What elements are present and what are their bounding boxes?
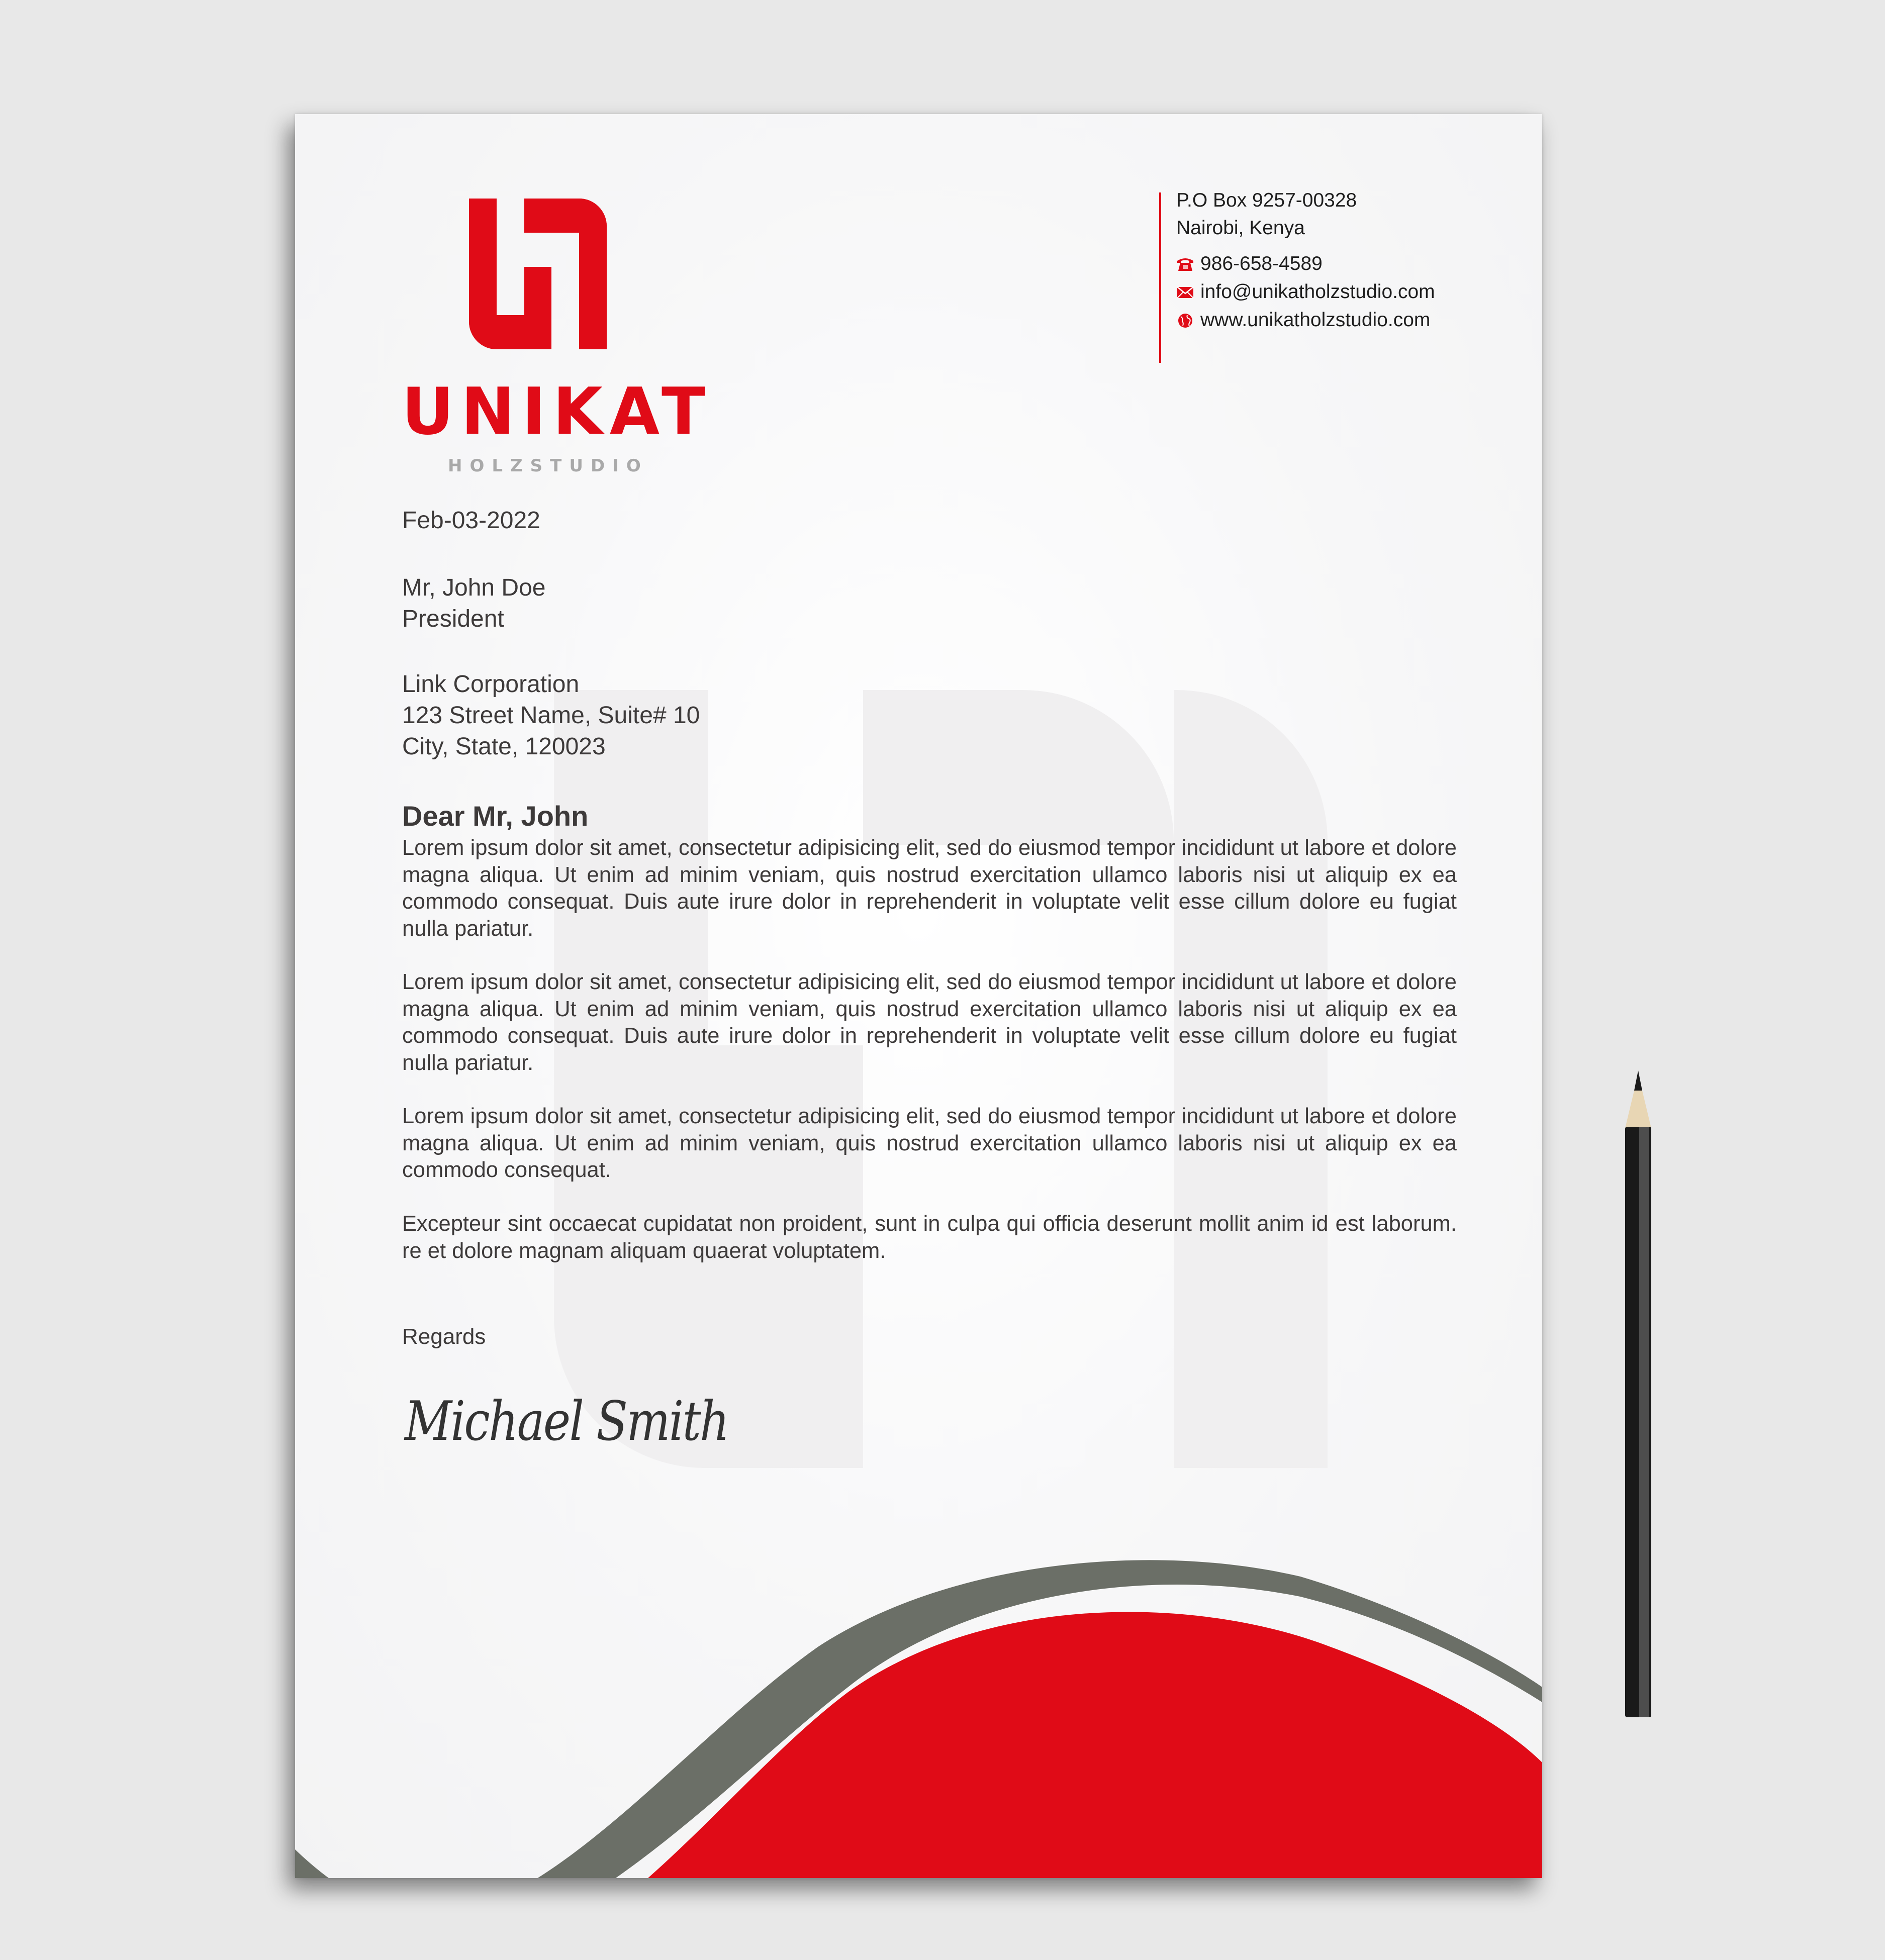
salutation: Dear Mr, John xyxy=(402,800,589,832)
envelope-icon xyxy=(1176,284,1194,300)
body-paragraph: Excepteur sint occaecat cupidatat non proident, sunt in culpa qui officia deserunt mollit anim id est laborum. re et dolore magnam aliquam quaerat voluptatem. xyxy=(402,1212,1457,1263)
contact-city: Nairobi, Kenya xyxy=(1176,217,1305,239)
website-url: www.unikatholzstudio.com xyxy=(1200,309,1431,331)
contact-divider xyxy=(1159,192,1161,363)
signature: Michael Smith xyxy=(405,1390,728,1453)
contact-po-box: P.O Box 9257-00328 xyxy=(1176,189,1357,211)
email-address: info@unikatholzstudio.com xyxy=(1200,281,1435,303)
phone-icon xyxy=(1176,256,1194,272)
globe-icon xyxy=(1176,312,1194,328)
recipient-title: President xyxy=(402,606,504,632)
recipient-address-line2: City, State, 120023 xyxy=(402,733,606,760)
contact-phone[interactable] xyxy=(1176,253,1323,275)
recipient-name: Mr, John Doe xyxy=(402,574,546,601)
letterhead-page xyxy=(295,114,1542,1878)
footer-wave xyxy=(295,1521,1542,1878)
closing: Regards xyxy=(402,1324,486,1349)
body-paragraph: Lorem ipsum dolor sit amet, consectetur adipisicing elit, sed do eiusmod tempor incididunt ut labore et dolore magna aliqua. Ut enim ad minim veniam, quis nostrud exercitation ullamco laboris nisi ut aliquip ex ea commodo consequat. Duis aute irure dolor in reprehenderit in voluptate velit esse cillum dolore eu fugiat nulla pariatur. xyxy=(402,970,1457,1075)
contact-website[interactable] xyxy=(1176,309,1430,331)
watermark-top-bar xyxy=(863,690,1174,845)
pencil-decoration xyxy=(1624,1070,1652,1719)
letter-date: Feb-03-2022 xyxy=(402,507,540,534)
recipient-company: Link Corporation xyxy=(402,671,580,698)
red-wave xyxy=(295,1612,1542,1878)
contact-email[interactable] xyxy=(1176,281,1435,303)
phone-number: 986-658-4589 xyxy=(1200,253,1323,274)
body-paragraph: Lorem ipsum dolor sit amet, consectetur adipisicing elit, sed do eiusmod tempor incididunt ut labore et dolore magna aliqua. Ut enim ad minim veniam, quis nostrud exercitation ullamco laboris nisi ut aliquip ex ea commodo consequat. Duis aute irure dolor in reprehenderit in voluptate velit esse cillum dolore eu fugiat nulla pariatur. xyxy=(402,836,1457,941)
body-paragraph: Lorem ipsum dolor sit amet, consectetur adipisicing elit, sed do eiusmod tempor incididunt ut labore et dolore magna aliqua. Ut enim ad minim veniam, quis nostrud exercitation ullamco laboris nisi ut aliquip ex ea commodo consequat. xyxy=(402,1104,1457,1182)
brand-name: UNIKAT xyxy=(402,374,713,449)
brand-subtitle: HOLZSTUDIO xyxy=(448,456,648,476)
recipient-address-line1: 123 Street Name, Suite# 10 xyxy=(402,702,700,729)
